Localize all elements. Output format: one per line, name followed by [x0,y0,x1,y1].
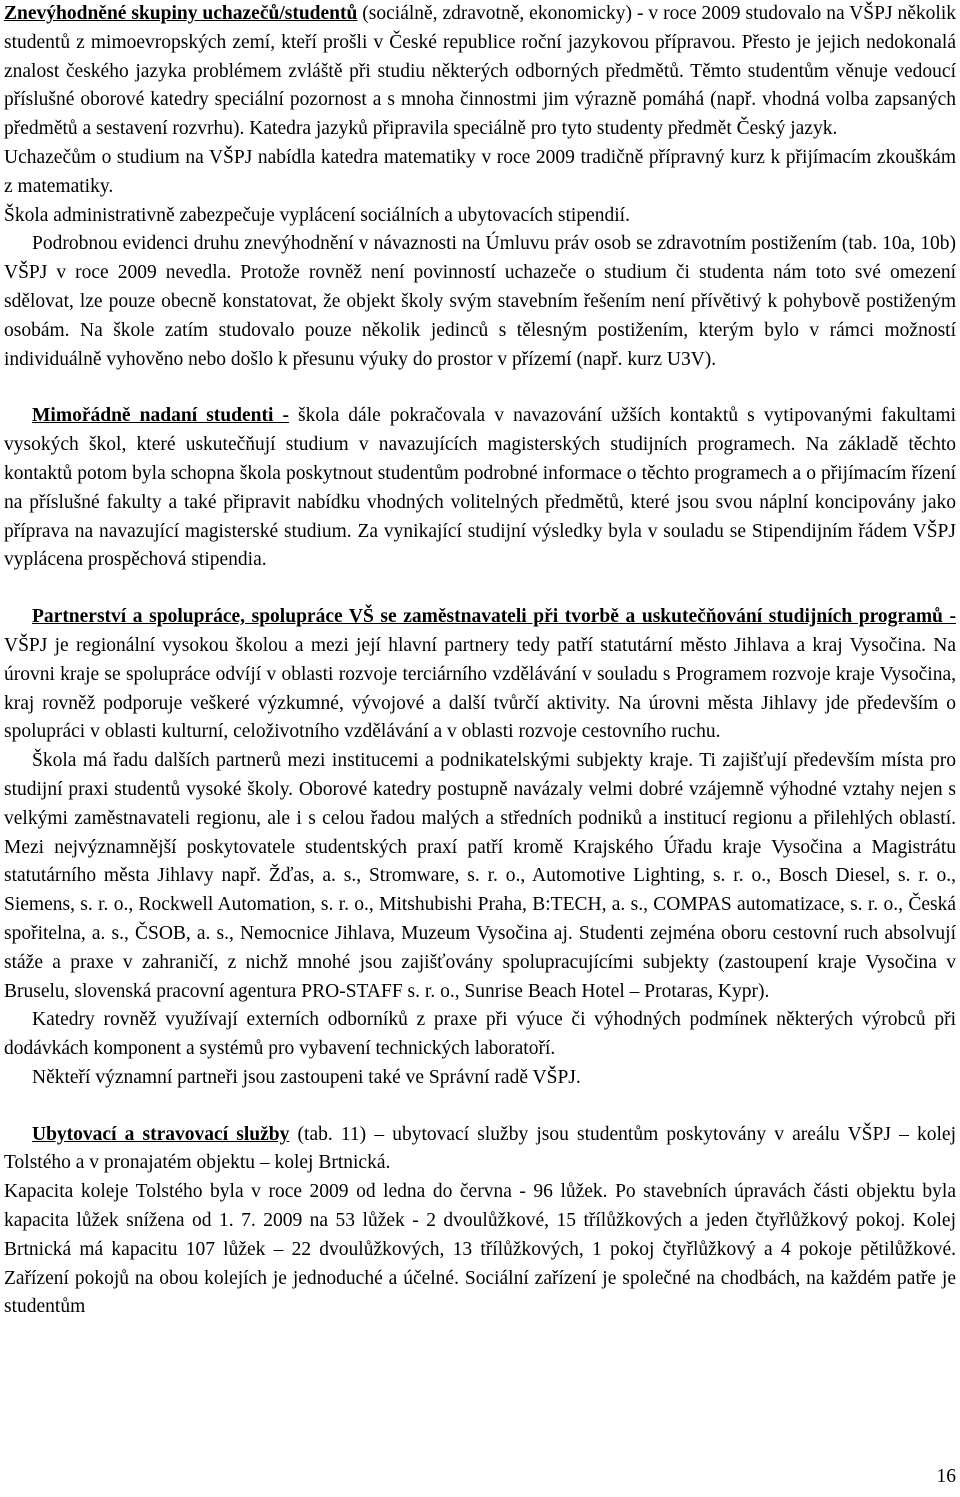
paragraph-board: Někteří významní partneři jsou zastoupeni také ve Správní radě VŠPJ. [32,1066,581,1088]
document-page [4,0,956,1322]
paragraph-dormitory-capacity: Kapacita koleje Tolstého byla v roce 2009 od ledna do června - 96 lůžek. Po stavebních úpravách části objektu byla kapacita lůžek snížena od 1. 7. 2009 na 53 lůžek - 2 dvoulůžkové, 15 třílůžkových a jeden čtyřlůžkový pokoj. Kolej Brtnická má kapacitu 107 lůžek – 22 dvoulůžkových, 13 třílůžkových, 1 pokoj čtyřlůžkový a 4 pokoje pětilůžkové. Zařízení pokojů na obou kolejích je jednoduché a účelné. Sociální zařízení je společné na chodbách, na každém patře je studentům [4,1181,956,1318]
paragraph-text: VŠPJ je regionální vysokou školou a mezi její hlavní partnery tedy patří statutární město Jihlava a kraj Vysočina. Na úrovni kraje se spolupráce odvíjí v oblasti rozvoje terciárního vzdělávání v souladu s Programem rozvoje kraje Vysočina, kraj rovněž podporuje veškeré výzkumné, vývojové a další tvůrčí aktivity. Na úrovni města Jihlavy jde především o spolupráci v oblasti kulturní, celoživotního vzdělávání a v oblasti rozvoje cestovního ruchu. [4,634,956,743]
paragraph-partners-list: Škola má řadu dalších partnerů mezi institucemi a podnikatelskými subjekty kraje. Ti zajišťují především místa pro studijní praxi studentů vysoké školy. Oborové katedry postupně navázaly velmi dobré vzájemně výhodné vztahy nejen s velkými zaměstnavateli regionu, ale i s celou řadou malých a středních podniků a institucí regionu a přilehlých oblastí. Mezi nejvýznamnější poskytovatele studentských praxí patří kromě Krajského Úřadu kraje Vysočina a Magistrátu statutárního města Jihlavy např. Žďas, a. s., Stromware, s. r. o., Automotive Lighting, s. r. o., Bosch Diesel, s. r. o., Siemens, s. r. o., Rockwell Automation, s. r. o., Mitshubishi Praha, B:TECH, a. s., COMPAS automatizace, s. r. o., Česká spořitelna, a. s., ČSOB, a. s., Nemocnice Jihlava, Muzeum Vysočina aj. Studenti zejména oboru cestovní ruch absolvují stáže a praxe v zahraničí, z nichž mnohé jsou zajišťovány spolupracujícími subjekty (zastoupení kraje Vysočina v Bruselu, slovenská pracovní agentura PRO-STAFF s. r. o., Sunrise Beach Hotel – Protaras, Kypr). [4,750,956,1002]
page-number: 16 [936,1466,956,1487]
paragraph-math-course: Uchazečům o studium na VŠPJ nabídla katedra matematiky v roce 2009 tradičně přípravný kurz k přijímacím zkouškám z matematiky. [4,146,956,197]
paragraph-text: škola dále pokračovala v navazování užších kontaktů s vytipovanými fakultami vysokých škol, které uskutečňují studium v navazujících magisterských studijních programech. Na základě těchto kontaktů potom byla schopna škola poskytnout studentům podrobné informace o těchto programech a o přijímacím řízení na příslušné fakulty a také připravit nabídku vhodných volitelných předmětů, které jsou svou náplní koncipovány jako příprava na navazující magisterské studium. Za vynikající studijní výsledky byla v souladu se Stipendijním řádem VŠPJ vyplácena prospěchová stipendia. [4,405,957,571]
paragraph-stipends: Škola administrativně zabezpečuje vyplácení sociálních a ubytovacích stipendií. [4,204,630,226]
section-heading-disadvantaged: Znevýhodněné skupiny uchazečů/studentů [4,3,358,24]
paragraph-accommodation [4,1121,956,1179]
paragraph-external-experts: Katedry rovněž využívají externích odborníků z praxe při výuce či výhodných podmínek některých výrobců při dodávkách komponent a systémů pro vybavení technických laboratoří. [4,1009,956,1060]
paragraph-disadvantaged-students [4,0,956,144]
paragraph-text: (sociálně, zdravotně, ekonomicky) - v roce 2009 studovalo na VŠPJ několik studentů z mimoevropských zemí, kteří prošli v České republice roční jazykovou přípravou. Přesto je jejich nedokonalá znalost českého jazyka problémem zvláště při studiu některých odborných předmětů. Těmto studentům věnuje vedoucí příslušné oborové katedry speciální pozornost a s mnoha činnostmi jim výrazně pomáhá (např. vhodná volba zapsaných předmětů a sestavení rozvrhu). Katedra jazyků připravila speciálně pro tyto studenty předmět Český jazyk. [4,3,956,140]
paragraph-gifted-students [4,402,956,575]
section-heading-partnership: Partnerství a spolupráce, spolupráce VŠ se zaměstnavateli při tvorbě a uskutečňování studijních programů - [32,606,956,628]
section-heading-accommodation: Ubytovací a stravovací služby [32,1123,290,1145]
paragraph-text: (tab. 11) – ubytovací služby jsou studentům poskytovány v areálu VŠPJ – kolej Tolstého a v pronajatém objektu – kolej Brtnická. [4,1123,957,1174]
paragraph-disability-records: Podrobnou evidenci druhu znevýhodnění v návaznosti na Úmluvu práv osob se zdravotním postižením (tab. 10a, 10b) VŠPJ v roce 2009 nevedla. Protože rovněž není povinností uchazeče o studium či studenta nám toto své omezení sdělovat, lze pouze obecně konstatovat, že objekt školy svým stavebním řešením není přívětivý k pohybově postiženým osobám. Na škole zatím studovalo pouze několik jedinců s tělesným postižením, kterým bylo v rámci možností individuálně vyhověno nebo došlo k přesunu výuky do prostor v přízemí (např. kurz U3V). [4,233,956,370]
section-heading-gifted: Mimořádně nadaní studenti - [32,405,289,427]
paragraph-partnership [4,603,956,747]
